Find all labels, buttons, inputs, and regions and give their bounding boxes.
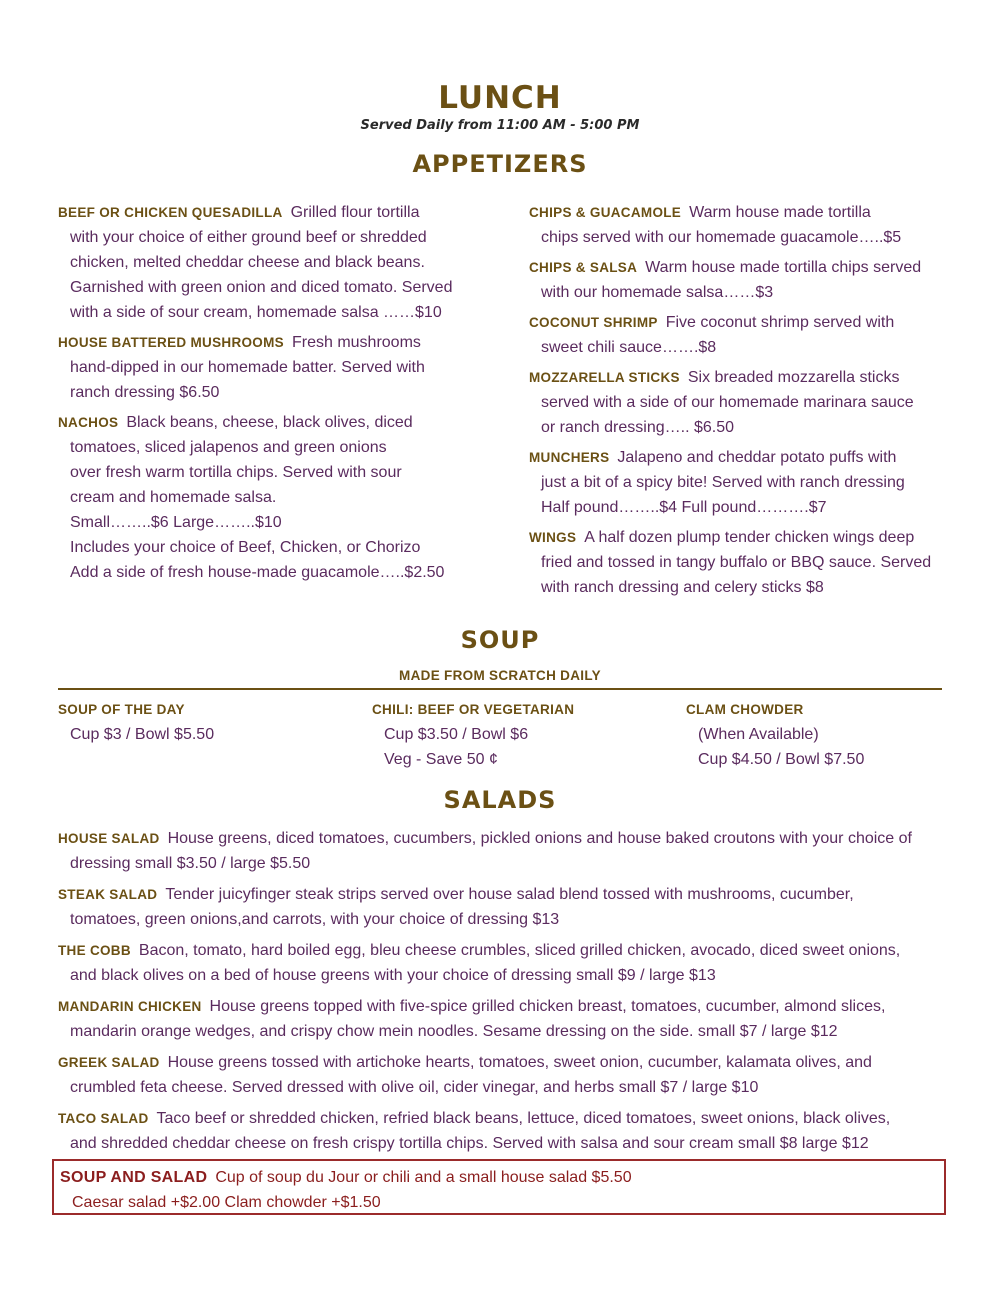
menu-item-name: NACHOS bbox=[58, 415, 119, 430]
menu-item-description: over fresh warm tortilla chips. Served with sour bbox=[70, 464, 402, 481]
soup-item-price: Veg - Save 50 ¢ bbox=[384, 751, 498, 768]
menu-item-description: MOZZARELLA STICKS Six breaded mozzarella sticks bbox=[529, 369, 900, 386]
menu-item bbox=[58, 826, 948, 876]
menu-item bbox=[58, 410, 498, 585]
menu-item-description: fried and tossed in tangy buffalo or BBQ sauce. Served bbox=[541, 554, 932, 571]
menu-item-name: GREEK SALAD bbox=[58, 1055, 160, 1070]
page-title: LUNCH bbox=[438, 80, 562, 116]
menu-item bbox=[58, 200, 498, 325]
soup-item-price: (When Available) bbox=[698, 726, 819, 743]
special-name: SOUP AND SALAD bbox=[60, 1169, 208, 1186]
soup-item bbox=[58, 697, 358, 747]
menu-item-description: cream and homemade salsa. bbox=[70, 489, 277, 506]
appetizers-right-column bbox=[529, 200, 949, 605]
menu-item bbox=[58, 882, 948, 932]
special-description: Caesar salad +$2.00 Clam chowder +$1.50 bbox=[72, 1194, 381, 1211]
special-description: SOUP AND SALAD Cup of soup du Jour or chili and a small house salad $5.50 bbox=[60, 1169, 632, 1186]
menu-item-description: served with a side of our homemade marinara sauce bbox=[541, 394, 914, 411]
soup-subtitle: MADE FROM SCRATCH DAILY bbox=[399, 668, 601, 683]
menu-item-description: tomatoes, sliced jalapenos and green onions bbox=[70, 439, 387, 456]
menu-item-name: MANDARIN CHICKEN bbox=[58, 999, 202, 1014]
appetizers-heading: APPETIZERS bbox=[412, 150, 588, 178]
menu-item bbox=[529, 365, 949, 440]
menu-item-description: ranch dressing $6.50 bbox=[70, 384, 220, 401]
menu-item bbox=[529, 200, 949, 250]
menu-item-description: hand-dipped in our homemade batter. Served with bbox=[70, 359, 425, 376]
menu-item-name: MUNCHERS bbox=[529, 450, 610, 465]
menu-item-name: HOUSE BATTERED MUSHROOMS bbox=[58, 335, 284, 350]
menu-item-description: dressing small $3.50 / large $5.50 bbox=[70, 855, 311, 872]
salads-list bbox=[58, 826, 948, 1162]
menu-item-description: Includes your choice of Beef, Chicken, or Chorizo bbox=[70, 539, 421, 556]
appetizers-left-column bbox=[58, 200, 498, 590]
menu-item-name: TACO SALAD bbox=[58, 1111, 149, 1126]
menu-item-description: TACO SALAD Taco beef or shredded chicken, refried black beans, lettuce, diced tomatoes, sweet onions, black olives, bbox=[58, 1110, 891, 1127]
soup-divider bbox=[58, 688, 942, 690]
menu-item-name: WINGS bbox=[529, 530, 577, 545]
menu-item-name: MOZZARELLA STICKS bbox=[529, 370, 680, 385]
menu-item-description: GREEK SALAD House greens tossed with artichoke hearts, tomatoes, sweet onion, cucumber, kalamata olives, and bbox=[58, 1054, 872, 1071]
soup-and-salad-special bbox=[52, 1159, 946, 1215]
menu-item-description: with ranch dressing and celery sticks $8 bbox=[541, 579, 824, 596]
menu-item-name: STEAK SALAD bbox=[58, 887, 158, 902]
menu-item-description: COCONUT SHRIMP Five coconut shrimp served with bbox=[529, 314, 895, 331]
menu-item-name: HOUSE SALAD bbox=[58, 831, 160, 846]
menu-item bbox=[58, 1106, 948, 1156]
menu-item-name: THE COBB bbox=[58, 943, 131, 958]
menu-item bbox=[58, 330, 498, 405]
menu-item bbox=[58, 1050, 948, 1100]
menu-item-description: HOUSE SALAD House greens, diced tomatoes, cucumbers, pickled onions and house baked croutons with your choice of bbox=[58, 830, 912, 847]
soup-item-price: Cup $4.50 / Bowl $7.50 bbox=[698, 751, 865, 768]
menu-item-description: chicken, melted cheddar cheese and black beans. bbox=[70, 254, 425, 271]
menu-item-description: MANDARIN CHICKEN House greens topped with five-spice grilled chicken breast, tomatoes, cucumber, almond slices, bbox=[58, 998, 886, 1015]
menu-item-description: NACHOS Black beans, cheese, black olives, diced bbox=[58, 414, 413, 431]
menu-item bbox=[529, 310, 949, 360]
menu-item bbox=[58, 938, 948, 988]
menu-item-description: THE COBB Bacon, tomato, hard boiled egg, bleu cheese crumbles, sliced grilled chicken, avocado, diced sweet onions, bbox=[58, 942, 901, 959]
menu-item bbox=[58, 994, 948, 1044]
menu-item-description: CHIPS & GUACAMOLE Warm house made tortilla bbox=[529, 204, 871, 221]
soup-heading: SOUP bbox=[460, 626, 540, 654]
menu-item-description: Add a side of fresh house-made guacamole…..$2.50 bbox=[70, 564, 445, 581]
salads-heading: SALADS bbox=[443, 786, 557, 814]
menu-item-description: Small……..$6 Large……..$10 bbox=[70, 514, 282, 531]
menu-item bbox=[529, 255, 949, 305]
menu-item-description: STEAK SALAD Tender juicyfinger steak strips served over house salad blend tossed with mushrooms, cucumber, bbox=[58, 886, 854, 903]
soup-item bbox=[686, 697, 986, 772]
menu-item-description: mandarin orange wedges, and crispy chow mein noodles. Sesame dressing on the side. small $7 / large $12 bbox=[70, 1023, 838, 1040]
menu-item-name: CHIPS & GUACAMOLE bbox=[529, 205, 682, 220]
menu-item-description: BEEF OR CHICKEN QUESADILLA Grilled flour tortilla bbox=[58, 204, 420, 221]
soup-item-name: SOUP OF THE DAY bbox=[58, 702, 185, 717]
menu-item bbox=[529, 445, 949, 520]
soup-item-name: CHILI: BEEF OR VEGETARIAN bbox=[372, 702, 575, 717]
menu-item-description: WINGS A half dozen plump tender chicken wings deep bbox=[529, 529, 915, 546]
menu-item-description: and black olives on a bed of house greens with your choice of dressing small $9 / large $13 bbox=[70, 967, 716, 984]
menu-item-description: Half pound……..$4 Full pound……….$7 bbox=[541, 499, 827, 516]
soup-item bbox=[372, 697, 672, 772]
menu-item-description: with our homemade salsa……$3 bbox=[541, 284, 774, 301]
menu-item-description: or ranch dressing….. $6.50 bbox=[541, 419, 734, 436]
menu-item-name: CHIPS & SALSA bbox=[529, 260, 638, 275]
menu-item-name: COCONUT SHRIMP bbox=[529, 315, 658, 330]
menu-item-description: with a side of sour cream, homemade salsa ……$10 bbox=[70, 304, 442, 321]
menu-item-description: Garnished with green onion and diced tomato. Served bbox=[70, 279, 453, 296]
menu-item-description: with your choice of either ground beef or shredded bbox=[70, 229, 427, 246]
serving-hours: Served Daily from 11:00 AM - 5:00 PM bbox=[360, 118, 640, 133]
menu-item-description: just a bit of a spicy bite! Served with ranch dressing bbox=[541, 474, 905, 491]
menu-item-name: BEEF OR CHICKEN QUESADILLA bbox=[58, 205, 283, 220]
menu-item-description: sweet chili sauce…….$8 bbox=[541, 339, 717, 356]
soup-item-price: Cup $3 / Bowl $5.50 bbox=[70, 726, 215, 743]
menu-item-description: and shredded cheddar cheese on fresh crispy tortilla chips. Served with salsa and sour cream small $8 large $12 bbox=[70, 1135, 869, 1152]
menu-item-description: CHIPS & SALSA Warm house made tortilla chips served bbox=[529, 259, 922, 276]
menu-item-description: tomatoes, green onions,and carrots, with your choice of dressing $13 bbox=[70, 911, 560, 928]
menu-item bbox=[529, 525, 949, 600]
menu-item-description: HOUSE BATTERED MUSHROOMS Fresh mushrooms bbox=[58, 334, 421, 351]
soup-item-price: Cup $3.50 / Bowl $6 bbox=[384, 726, 529, 743]
menu-item-description: crumbled feta cheese. Served dressed with olive oil, cider vinegar, and herbs small $7 / large $10 bbox=[70, 1079, 759, 1096]
soup-item-name: CLAM CHOWDER bbox=[686, 702, 804, 717]
menu-item-description: chips served with our homemade guacamole…..$5 bbox=[541, 229, 902, 246]
menu-item-description: MUNCHERS Jalapeno and cheddar potato puffs with bbox=[529, 449, 897, 466]
